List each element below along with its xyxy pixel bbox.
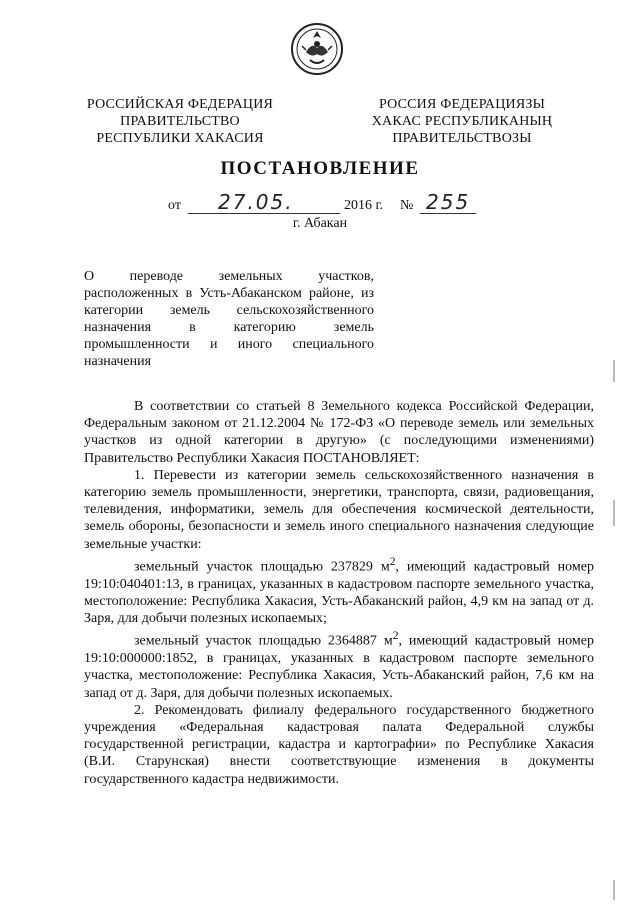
header-right xyxy=(362,96,562,147)
date-number-line xyxy=(168,192,498,216)
header-right-line-1: РОССИЯ ФЕДЕРАЦИЯЗЫ xyxy=(378,97,546,112)
plot-2-rest: , имеющий кадастровый номер 19:10:000000:1852, в границах, указанных в кадастровом паспорте земельного участка, местоположение: Республика Хакасия, Усть-Абаканский район, 7,6 км на запад от д. Заря, для добычи полезных ископаемых. xyxy=(84,633,594,701)
scan-edge-mark xyxy=(613,360,615,382)
header-left-line-2: ПРАВИТЕЛЬСТВО xyxy=(120,114,240,129)
header-left-line-1: РОССИЙСКАЯ ФЕДЕРАЦИЯ xyxy=(86,97,274,112)
coat-of-arms-emblem xyxy=(290,22,344,76)
scan-edge-mark xyxy=(613,880,615,900)
number-handwritten: 255 xyxy=(426,190,471,214)
plot-2-paragraph xyxy=(84,627,594,701)
header-left-line-3: РЕСПУБЛИКИ ХАКАСИЯ xyxy=(96,131,264,146)
header-left xyxy=(80,96,280,147)
header-right-line-3: ПРАВИТЕЛЬСТВОЗЫ xyxy=(392,131,532,146)
decree-title: ПОСТАНОВЛЕНИЕ xyxy=(220,158,420,179)
item-2-paragraph: 2. Рекомендовать филиалу федерального государственного бюджетного учреждения «Федеральная кадастровая палата Федеральной службы государственной регистрации, кадастра и картографии» по Республике Хакасия (В.И. Старунская) внести соответствующие изменения в документы государственного кадастра недвижимости. xyxy=(84,702,594,787)
plot-2-text: земельный участок площадью 2364887 м xyxy=(134,633,393,649)
year-label: 2016 г. xyxy=(344,198,384,213)
plot-2-sup: 2 xyxy=(392,629,399,643)
number-label: № xyxy=(400,198,414,213)
scan-edge-mark xyxy=(613,500,615,526)
plot-1-paragraph xyxy=(84,553,594,627)
item-1-paragraph: 1. Перевести из категории земель сельскохозяйственного назначения в категорию земель промышленности, энергетики, транспорта, связи, радиовещания, телевидения, информатики, земель для обеспечения космической деятельности, земель обороны, безопасности и земель иного специального назначения следующие земельные участки: xyxy=(84,467,594,552)
plot-1-rest: , имеющий кадастровый номер 19:10:040401:13, в границах, указанных в кадастровом паспорте земельного участка, местоположение: Республика Хакасия, Усть-Абаканский район, 4,9 км на запад от д. Заря, для добычи полезных ископаемых; xyxy=(84,559,594,627)
city-label: г. Абакан xyxy=(292,216,348,231)
plot-1-text: земельный участок площадью 237829 м xyxy=(134,559,390,575)
header-right-line-2: ХАКАС РЕСПУБЛИКАНЫҢ xyxy=(371,114,553,129)
plot-1-sup: 2 xyxy=(389,554,396,568)
date-prefix: от xyxy=(168,198,181,213)
decree-subject: О переводе земельных участков, расположенных в Усть-Абаканском районе, из категории земель сельскохозяйственного назначения в категорию земель промышленности и иного специального назначения xyxy=(84,269,374,369)
date-handwritten: 27.05. xyxy=(218,190,294,214)
intro-paragraph: В соответствии со статьей 8 Земельного кодекса Российской Федерации, Федеральным законом от 21.12.2004 № 172-ФЗ «О переводе земель или земельных участков из одной категории в другую» (с последующими изменениями) Правительство Республики Хакасия ПОСТАНОВЛЯЕТ: xyxy=(84,399,594,466)
decree-body xyxy=(84,398,594,788)
